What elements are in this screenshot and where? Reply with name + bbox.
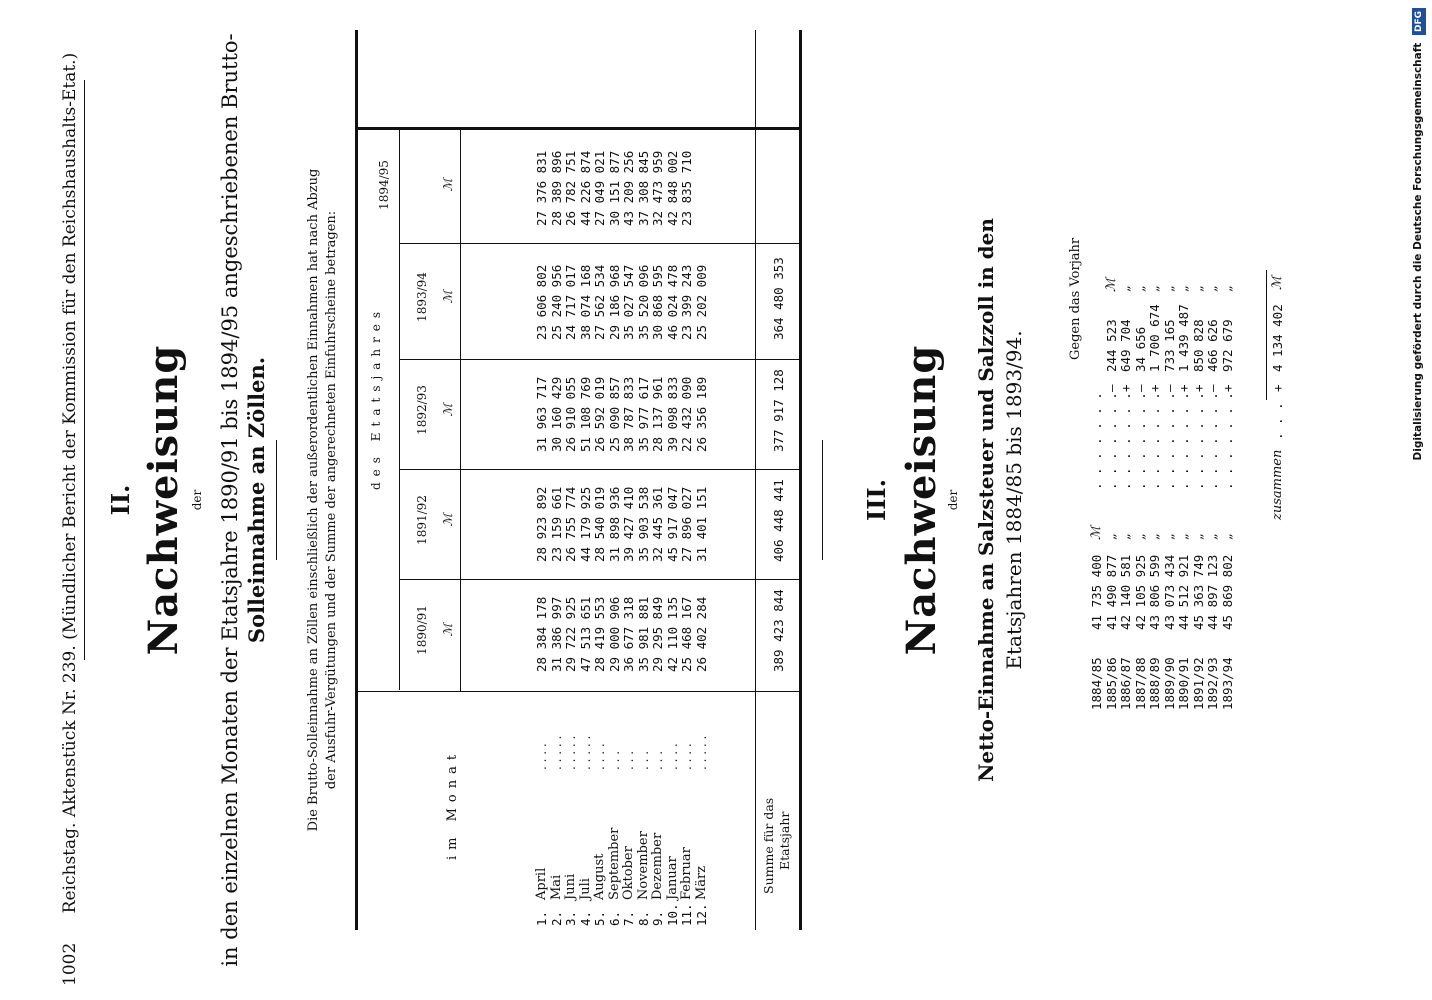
section2-rule <box>276 440 277 560</box>
table-row: 5. August . . . . 28 419 553 28 540 019 26 592 019 27 562 534 27 049 021 <box>592 150 607 926</box>
total-unit: ℳ <box>1270 276 1285 290</box>
section2-title: Nachweisung <box>140 344 187 656</box>
unit-5: ℳ <box>441 178 455 192</box>
table-row: 8. November . . . 35 981 881 35 903 538 35 977 617 35 520 096 37 308 845 <box>635 150 651 926</box>
year-header-3: 1892/93 <box>415 385 429 435</box>
col-month-header: im Monat <box>445 748 460 860</box>
list-item: 1888/89 43 806 599 „ . . . . . . . + 1 700 674 „ <box>1147 285 1162 710</box>
list-item: 1887/88 42 105 925 „ . . . . . . . — 34 656 „ <box>1132 285 1148 710</box>
section3-numeral: III. <box>862 478 891 522</box>
group-header: des Etatsjahres <box>369 305 383 490</box>
list-item: 1886/87 42 140 581 „ . . . . . . . + 649 704 „ <box>1118 285 1133 710</box>
section2-subtitle-1: in den einzelnen Monaten der Etatsjahre 1890/91 bis 1894/95 angeschriebenen Brutto- <box>218 33 242 967</box>
table-row: 3. Juni . . . . . 29 722 925 26 755 774 26 910 055 24 717 017 26 782 751 <box>563 150 578 926</box>
dfg-logo: DFG <box>1412 8 1426 35</box>
section3-subtitle-2: Etatsjahren 1884/85 bis 1893/94. <box>1002 330 1026 670</box>
list-item: 1892/93 44 897 123 „ . . . . . . . — 466 626 „ <box>1205 285 1220 710</box>
list-item: 1884/85 41 735 400 ℳ . . . . . . . <box>1089 392 1104 710</box>
header-underline <box>84 80 85 660</box>
zoelle-table <box>355 30 805 930</box>
total-label: zusammen <box>1270 449 1285 520</box>
table-row: 10. Januar . . . . 42 110 135 45 917 047 39 098 833 46 024 478 42 848 002 <box>664 150 680 926</box>
table-row: 4. Juli . . . . . 47 513 651 44 179 925 51 108 769 38 074 168 44 226 874 <box>577 150 593 926</box>
table-row: 12. März . . . . . 26 402 284 31 401 151 26 356 189 25 202 009 <box>693 264 709 926</box>
section3-title: Nachweisung <box>898 344 945 656</box>
unit-1: ℳ <box>441 623 455 637</box>
digitization-text: Digitalisierung gefördert durch die Deutsche Forschungsgemeinschaft <box>1412 42 1424 461</box>
section2-note-2: der Ausfuhr-Vergütungen und der Summe der angerechneten Einfuhrscheine betragen: <box>324 210 339 790</box>
unit-2: ℳ <box>441 513 455 527</box>
unit-3: ℳ <box>441 403 455 417</box>
sum-label-1: Summe für das <box>761 797 776 894</box>
list-item: 1893/94 45 869 802 „ . . . . . . . + 972 679 „ <box>1219 285 1235 710</box>
section2-subtitle-2: Solleinnahme an Zöllen. <box>244 356 269 644</box>
section3-der: der <box>946 489 960 511</box>
sum-1890: 389 423 844 <box>771 589 786 672</box>
total-value: 4 134 402 <box>1270 304 1285 372</box>
sum-1893: 364 480 353 <box>771 257 786 340</box>
year-header-4: 1893/94 <box>415 272 429 322</box>
sum-1891: 406 448 441 <box>771 479 786 562</box>
page-header <box>60 53 80 986</box>
list-item: 1891/92 45 363 749 „ . . . . . . . + 850 828 „ <box>1190 285 1206 710</box>
table-row: 9. Dezember . . . 29 295 849 32 445 361 28 137 961 30 868 595 32 473 959 <box>650 150 665 926</box>
digitization-note <box>1408 8 1428 992</box>
unit-4: ℳ <box>441 290 455 304</box>
salt-table <box>1090 270 1260 710</box>
section3-subtitle-1: Netto-Einnahme an Salzsteuer und Salzzoll in den <box>974 218 998 782</box>
page-number: 1002 <box>60 942 80 986</box>
table-row: 1. April . . . . 28 384 178 28 923 892 31 963 717 23 606 802 27 376 831 <box>534 150 549 926</box>
table-row: 6. September . . . 29 000 906 31 898 936 25 090 857 29 186 968 30 151 877 <box>606 150 622 926</box>
sum-label-2: Etatsjahr <box>777 811 792 870</box>
section2-note-1: Die Brutto-Solleinnahme an Zöllen einschließlich der außerordentlichen Einnahmen hat nach Abzug <box>306 168 321 832</box>
section2-der: der <box>190 489 204 511</box>
table-row: 11. Februar . . . . 25 468 167 27 896 027 22 432 090 23 399 243 23 835 710 <box>679 150 694 926</box>
header-text: Reichstag. Aktenstück Nr. 239. (Mündlicher Bericht der Kommission für den Reichshaushalts-Etat.) <box>60 52 80 914</box>
year-header-1: 1890/91 <box>415 605 429 655</box>
list-item: 1890/91 44 512 921 „ . . . . . . . + 1 439 487 „ <box>1176 285 1191 710</box>
compare-header: Gegen das Vorjahr <box>1068 237 1083 360</box>
section2-numeral: II. <box>106 484 135 516</box>
table-row: 7. Oktober . . . 36 677 318 39 427 410 38 787 833 35 027 547 43 209 256 <box>621 150 636 926</box>
table-body <box>535 130 715 930</box>
list-item: 1885/86 41 490 877 „ . . . . . . . — 244 523 ℳ <box>1103 278 1119 710</box>
total-rule <box>1266 270 1267 400</box>
table-row: 2. Mai . . . . . 31 386 997 23 159 661 30 160 429 25 240 956 28 389 896 <box>548 150 564 926</box>
sum-1892: 377 917 128 <box>771 369 786 452</box>
total-row: zusammen . . . + 4 134 402 ℳ <box>1270 276 1285 520</box>
year-header-5: 1894/95 <box>377 160 391 210</box>
sum-row <box>759 130 797 930</box>
total-sign: + <box>1270 384 1285 392</box>
year-header-2: 1891/92 <box>415 495 429 545</box>
section3-rule <box>822 440 823 560</box>
list-item: 1889/90 43 073 434 „ . . . . . . . — 733 165 „ <box>1161 285 1177 710</box>
